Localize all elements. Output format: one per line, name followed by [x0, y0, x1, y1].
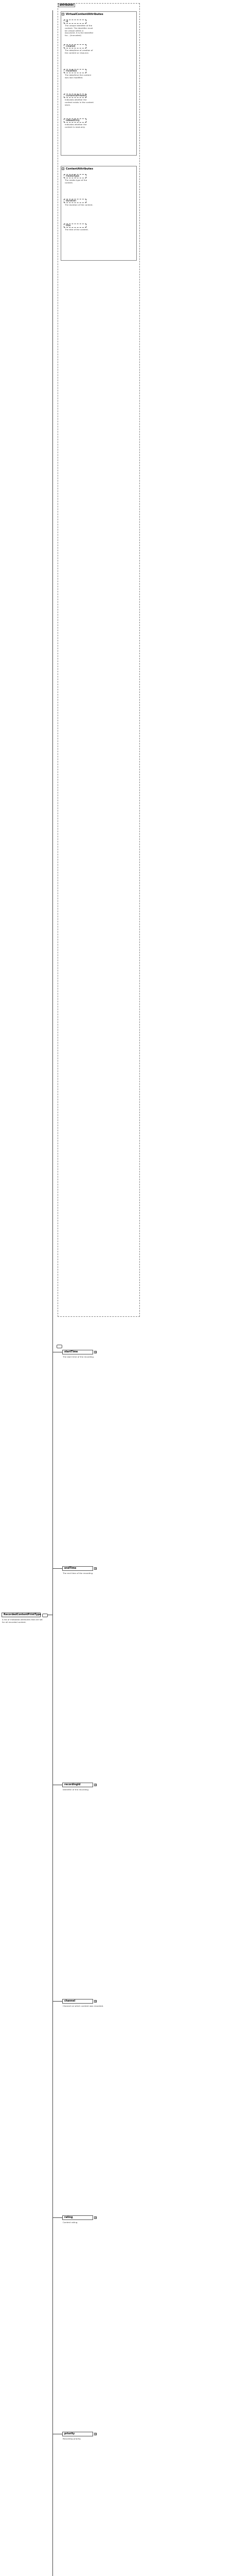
expand-icon[interactable]: − [62, 167, 65, 171]
attribute-description: The unique identifier of the content. The identifier must be unique within a document. It is the identifier for... (truncated) [65, 24, 94, 37]
sequence-element-description: Content rating. [63, 2221, 78, 2224]
sequence-connector [57, 1345, 62, 1348]
attribute-group-name: ContentAttributes [66, 167, 94, 171]
root-element[interactable] [2, 1613, 41, 1617]
sequence-element[interactable]: recordingId [62, 1783, 93, 1787]
attribute-description: The date/time of creation of the content or resource. [65, 49, 93, 54]
attribute-item[interactable]: modified [64, 69, 86, 73]
sequence-element-description: Channel on which content was recorded. [63, 2005, 104, 2007]
sequence-element[interactable]: startTime [62, 1350, 93, 1354]
attribute-description: The media type of the content. [65, 179, 87, 184]
attributes-tab[interactable]: attributes [58, 4, 75, 7]
sequence-element-description: The start time of the recording. [63, 1355, 95, 1358]
sequence-element[interactable]: rating [62, 2215, 93, 2220]
attribute-description: Indicates whether the content exists in the content store. [65, 98, 94, 106]
attribute-description: The title of the content. [65, 228, 89, 231]
branch-line [53, 1568, 62, 1569]
sequence-element[interactable]: priority [62, 2432, 93, 2436]
attribute-group-name: VirtualContentAttributes [66, 13, 103, 16]
attribute-description: The date/time the content was last modified. [65, 74, 92, 79]
sequence-element-description: Recording priority. [63, 2437, 81, 2440]
root-element-name: RecordedContentPrintType [4, 1614, 41, 1616]
main-spine [52, 10, 53, 2576]
attribute-item[interactable]: contentIsPresent [64, 94, 86, 98]
expand-icon[interactable]: + [95, 2000, 97, 2003]
attribute-item[interactable]: title [64, 224, 86, 228]
attribute-item[interactable]: mediaType [64, 174, 86, 178]
attribute-description: Indicates whether the content is read-only. [65, 123, 87, 128]
expand-icon[interactable]: + [95, 2216, 97, 2219]
expand-icon[interactable]: + [95, 1351, 97, 1354]
attribute-item[interactable]: duration [64, 199, 86, 203]
sequence-element[interactable]: endTime [62, 1566, 93, 1571]
attribute-item[interactable]: isReadOnly [64, 118, 86, 123]
branch-line [53, 2217, 62, 2218]
expand-icon[interactable]: + [95, 2433, 97, 2436]
root-description: A list of metadata attributes that are set for all recorded content. [2, 1618, 43, 1623]
root-connector [42, 1614, 48, 1617]
expand-icon[interactable]: + [95, 1567, 97, 1570]
sequence-element-description: The end time of the recording. [63, 1572, 94, 1574]
sequence-element-description: Identifier of the recording. [63, 1788, 89, 1791]
attribute-item[interactable]: id [64, 20, 86, 24]
sequence-element[interactable]: channel [62, 1999, 93, 2004]
attribute-description: The duration of the content. [65, 204, 93, 206]
expand-icon[interactable]: − [62, 13, 65, 16]
branch-line [53, 2001, 62, 2002]
expand-icon[interactable]: + [95, 1784, 97, 1787]
attribute-item[interactable]: created [64, 44, 86, 48]
